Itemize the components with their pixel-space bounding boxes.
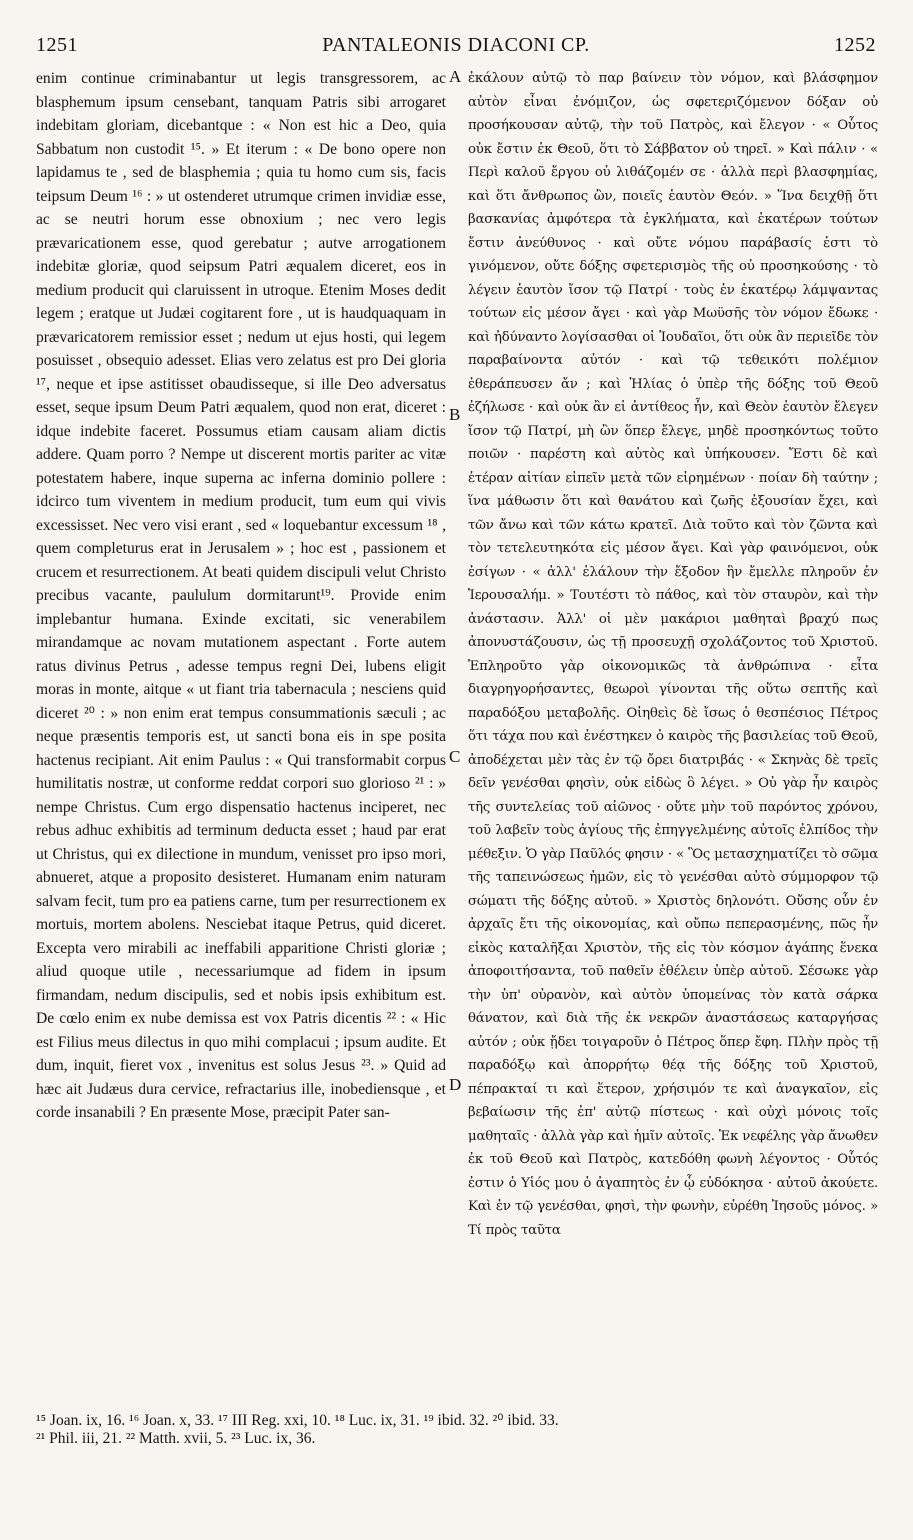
greek-column bbox=[468, 67, 878, 1407]
footnotes bbox=[36, 1412, 886, 1448]
margin-letter-d: D bbox=[449, 1075, 462, 1094]
margin-letter-b: B bbox=[449, 405, 461, 424]
margin-letter-a: A bbox=[449, 67, 462, 86]
latin-column bbox=[36, 67, 446, 1407]
latin-text: enim continue criminabantur ut legis transgressorem, ac blasphemum ipsum censebant, tanquam Patris sibi arrogaret indebitam gloriam, dicebantque : « Non est hic a Deo, quia Sabbatum non custodit ¹⁵. » Et iterum : « De bono opere non lapidamus te , sed de blasphemia ; quia tu homo cum sis, facis teipsum Deum ¹⁶ : » ut ostenderet utrumque crimen invidiæ esse, ac se neutri horum esse obnoxium ; nec vero legis prævaricationem esse, quod gerebatur ; autve arrogationem indebitæ gloriæ, quod seipsum Patri æqualem diceret, eos in medium producit qui claruissent in utroque. Etenim Moses dedit legem ; eratque ut Judæi cogitarent fore , ut is haudquaquam in prævaricatorem remissior esset ; nedum ut ejus hosti, qui legem posuisset , obsequio adesset. Elias vero zelatus est pro Dei gloria ¹⁷, neque et ipse astitisset obaudisseque, si ille Deo adversatus esset, seque ipsum Deum Patri æqualem, quod non erat, diceret : idque indebite faceret. Possumus etiam causam aliam dictis addere. Quam porro ? Nempe ut discerent mortis pariter ac vitæ potestatem habere, inque superna ac inferna dominio pollere : idcirco tum viventem in medium producit, tum eum qui vivis excessisset. Nec vero visi erant , sed « loquebantur excessum ¹⁸ , quem completurus erat in Jerusalem » ; hoc est , passionem et crucem et resurrectionem. At beati quidem discipuli velut Christo precibus vacante, paululum dormitarunt¹⁹. Provide enim implebantur humana. Exinde excitati, sic venerabilem mirandamque ac novam mutationem aspectant . Forte autem ratus divinus Petrus , adesse tempus regni Dei, lubens eligit moras in monte, aitque « ut fiant tria tabernacula ; nesciens quid diceret ²⁰ : » non enim erat tempus consummationis sæculi ; ac neque præsentis temporis est, ut sancti bona eis in spe posita hactenus recipiant. Ait enim Paulus : « Qui transformabit corpus humilitatis nostræ, ut conforme reddat corpori suo glorioso ²¹ : » nempe Christus. Cum ergo dispensatio hactenus inciperet, nec rebus adhuc exhibitis ad terminum deducta esset ; haud par erat ut Christus, qui ex dilectione in mundum, venisset pro ipso mori, abnueret, atque a proposito desisteret. Humanam enim naturam salvam fecit, tum pro ea patiens carne, tum per resurrectionem ex mortuis, mortem abolens. Nesciebat itaque Petrus, quid diceret. Excepta vero mirabili ac ineffabili apparitione Christi gloriæ ; aliud quoque utile , necessariumque ad fidem in ipsum firmandam, nedum discipulis, sed et nobis ipsis exhibitum est. De cœlo enim ex nube demissa est vox Patris dicentis ²² : « Hic est Filius meus dilectus in quo mihi complacui ; ipsum audite. Et dum, inquit, fieret vox , invenitus est solus Jesus ²³. » Quid ad hæc ait Judæus dura cervice, refractarius ille, inobediensque , et corde insanabili ? En præsente Mose, præcipit Pater san- bbox=[36, 70, 446, 1121]
footnote-line-1: ¹⁵ Joan. ix, 16. ¹⁶ Joan. x, 33. ¹⁷ III Reg. xxi, 10. ¹⁸ Luc. ix, 31. ¹⁹ ibid. 32. ²⁰ ibid. 33. bbox=[36, 1412, 559, 1429]
footnote-line-2: ²¹ Phil. iii, 21. ²² Matth. xvii, 5. ²³ Luc. ix, 36. bbox=[36, 1430, 316, 1447]
page-number-right: 1252 bbox=[834, 34, 876, 56]
greek-text: ἐκάλουν αὐτῷ τὸ παρ βαίνειν τὸν νόμον, καὶ βλάσφημον αὐτὸν εἶναι ἐνόμιζον, ὡς σφετεριζόμενον δόξαν οὐ προσήκουσαν αὐτῷ, τὴν τοῦ Πατρὸς, καὶ ἔλεγον · « Οὗτος οὐκ ἔστιν ἐκ Θεοῦ, ὅτι τὸ Σάββατον οὐ τηρεῖ. » Καὶ πάλιν · « Περὶ καλοῦ ἔργου οὐ λιθάζομέν σε · ἀλλὰ περὶ βλασφημίας, καὶ ὅτι ἄνθρωπος ὢν, ποιεῖς ἑαυτὸν Θεόν. » Ἵνα δειχθῇ ὅτι βασκανίας ἀμφότερα τὰ ἐγκλήματα, καὶ ἑκατέρων τούτων ἔστιν ἀνεύθυνος · καὶ οὔτε νόμου παράβασίς ἐστι τὸ γινόμενον, οὔτε δόξης σφετερισμὸς τῆς οὐ προσηκούσης · τὸ λέγειν ἑαυτὸν ἴσον τῷ Πατρί · τοὺς ἐν ἑκατέρῳ λάμψαντας τούτων εἰς μέσον ἄγει · καὶ γὰρ Μωϋσῆς τὸν νόμον ἔδωκε · καὶ ἠδύναντο λογίσασθαι οἱ Ἰουδαῖοι, ὅτι οὐκ ἂν περιεῖδε τὸν παραβαίνοντα αὐτόν · καὶ τῷ τεθεικότι πολέμιον ἐθεράπευσεν ἄν ; καὶ Ἠλίας ὁ ὑπὲρ τῆς δόξης τοῦ Θεοῦ ἐζήλωσε · καὶ οὐκ ἂν εἰ ἀντίθεος ἦν, καὶ Θεὸν ἑαυτὸν ἔλεγεν ἴσον τῷ Πατρί, μὴ ὢν ὅπερ ἔλεγε, μηδὲ προσηκόντως τοῦτο ποιῶν · παρέστη καὶ αὐτὸς καὶ ὑπήκουσεν. Ἔστι δὲ καὶ ἑτέραν αἰτίαν εἰπεῖν μετὰ τῶν εἰρημένων · ποίαν δὴ ταύτην ; ἵνα μάθωσιν ὅτι καὶ θανάτου καὶ ζωῆς ἐξουσίαν ἔχει, καὶ τῶν ἄνω καὶ τῶν κάτω κρατεῖ. Διὰ τοῦτο καὶ τὸν ζῶντα καὶ τὸν τετελευτηκότα εἰς μέσον ἄγει. Καὶ γὰρ φαινόμενοι, οὐκ ἐσίγων · « ἀλλ' ἐλάλουν τὴν ἔξοδον ἣν ἔμελλε πληροῦν ἐν Ἱερουσαλήμ. » Τουτέστι τὸ πάθος, καὶ τὸν σταυρὸν, καὶ τὴν ἀνάστασιν. Ἀλλ' οἱ μὲν μακάριοι μαθηταὶ βραχύ πως ἀπονυστάζουσιν, ὡς τῇ προσευχῇ σχολάζοντος τοῦ Χριστοῦ. Ἐπληροῦτο γὰρ οἰκονομικῶς τὰ ἀνθρώπινα · εἶτα διαγρηγορήσαντες, θεωροὶ γίνονται τῆς οὕτω σεπτῆς καὶ παραδόξου μεταβολῆς. Οἰηθεὶς δὲ ἴσως ὁ θεσπέσιος Πέτρος ὅτι τάχα που καὶ ἐνέστηκεν ὁ καιρὸς τῆς βασιλείας τοῦ Θεοῦ, ἀποδέχεται μὲν τὰς ἐν τῷ ὄρει διατριβάς · « Σκηνὰς δὲ τρεῖς δεῖν γενέσθαι φησὶν, οὐκ εἰδὼς ὃ λέγει. » Οὐ γὰρ ἦν καιρὸς τῆς συντελείας τοῦ αἰῶνος · οὔτε μὴν τοῦ παρόντος χρόνου, τοῦ λαβεῖν τοὺς ἁγίους τῆς ἐπηγγελμένης αὐτοῖς ἐλπίδος τὴν μέθεξιν. Ὁ γὰρ Παῦλός φησιν · « Ὃς μετασχηματίζει τὸ σῶμα τῆς ταπεινώσεως ἡμῶν, εἰς τὸ γενέσθαι αὐτὸ σύμμορφον τῷ σώματι τῆς δόξης αὐτοῦ. » Χριστὸς δηλονότι. Οὔσης οὖν ἐν ἀρχαῖς ἔτι τῆς οἰκονομίας, καὶ οὔπω πεπερασμένης, πῶς ἦν εἰκὸς καταλῆξαι Χριστὸν, τῆς εἰς τὸν κόσμον ἀγάπης ἕνεκα ἀποφοιτήσαντα, τοῦ παθεῖν ἐθέλειν ὑπὲρ αὐτοῦ. Σέσωκε γὰρ τὴν ὑπ' οὐρανὸν, καὶ αὐτὸν ὑπομείνας τὸν κατὰ σάρκα θάνατον, καὶ διὰ τῆς ἐκ νεκρῶν ἀναστάσεως καταργήσας αὐτόν ; οὐκ ᾔδει τοιγαροῦν ὁ Πέτρος ὅπερ ἔφη. Πλὴν πρὸς τῇ παραδόξῳ καὶ ἀπορρήτῳ θέᾳ τῆς δόξης τοῦ Χριστοῦ, πέπρακταί τι καὶ ἕτερον, χρήσιμόν τε καὶ ἀναγκαῖον, εἰς βεβαίωσιν τῆς ἐπ' αὐτῷ πίστεως · καὶ οὐχὶ μόνοις τοῖς μαθηταῖς · ἀλλὰ γὰρ καὶ ἡμῖν αὐτοῖς. Ἐκ νεφέλης γὰρ ἄνωθεν ἐκ τοῦ Θεοῦ καὶ Πατρὸς, κατεδόθη φωνὴ λέγοντος · Οὗτός ἐστιν ὁ Υἱός μου ὁ ἀγαπητὸς ἐν ᾧ εὐδόκησα · αὐτοῦ ἀκούετε. Καὶ ἐν τῷ γενέσθαι, φησὶ, τὴν φωνὴν, εὑρέθη Ἰησοῦς μόνος. » Τί πρὸς ταῦτα bbox=[468, 71, 878, 1238]
running-header bbox=[36, 34, 876, 60]
running-title: PANTALEONIS DIACONI CP. bbox=[322, 34, 590, 56]
column-divider bbox=[456, 66, 457, 1411]
page-number-left: 1251 bbox=[36, 34, 78, 56]
margin-letter-c: C bbox=[449, 747, 461, 766]
